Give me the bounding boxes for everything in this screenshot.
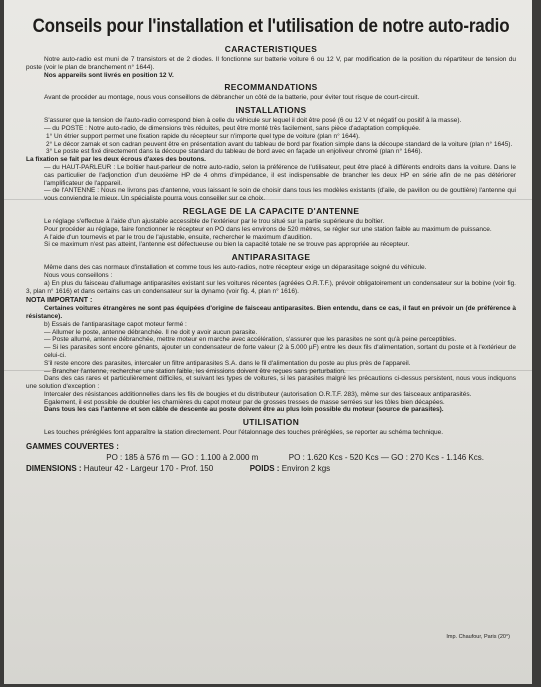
paper-fold-line xyxy=(4,370,532,371)
poids-value: Environ 2 kgs xyxy=(281,464,331,474)
caracteristiques-paragraph: Notre auto-radio est muni de 7 transistors et de 2 diodes. Il fonctionne sur batterie voiture 6 ou 12 V, par modification de la position du répartiteur de tension du poste (voir le plan de branchement n° 1644). xyxy=(26,56,516,71)
reglage-paragraph-4: Si ce maximum n'est pas atteint, l'antenne est défectueuse ou bien la capacité totale ne se trouve pas appropriée au récepteur. xyxy=(44,241,410,249)
gammes-values xyxy=(26,452,516,463)
caracteristiques-note: Nos appareils sont livrés en position 12 V. xyxy=(44,71,174,79)
utilisation-paragraph: Les touches préréglées font apparaître la station directement. Pour l'étalonnage des touches préréglées, se reporter au schéma technique. xyxy=(44,429,444,437)
instruction-sheet xyxy=(4,0,532,684)
heading-antiparasitage: ANTIPARASITAGE xyxy=(231,252,311,263)
installations-item-2: 2° Le décor zamak et son cadran peuvent être en présentation avant du tableau de bord par fixation simple dans la découpe standard de la voiture (plan n° 1645). xyxy=(46,140,513,148)
antiparasitage-paragraph-2: Nous vous conseillons : xyxy=(44,271,113,279)
antiparasitage-conclusion: Dans tous les cas l'antenne et son câble de descente au poste doivent être au plus loin possible du moteur (source de parasites). xyxy=(44,406,444,414)
gammes-kcs: PO : 1.620 Kcs - 520 Kcs — GO : 270 Kcs - 1.146 Kcs. xyxy=(288,453,484,463)
antiparasitage-test-3: — Si les parasites sont encore gênants, ajouter un condensateur de forte valeur (2 à 5.000 µF) entre les deux fils d'alimentation, sortant du poste et à l'extérieur de celui-ci. xyxy=(44,344,516,359)
installations-antenne: — de l'ANTENNE : Nous ne livrons pas d'antenne, vous laissant le soin de choisir dans tous les modèles existants (d'aile, de pavillon ou de gouttière) l'antenne qui vous conviendra le mieux. Un spécialiste pourra vous conseiller sur ce choix. xyxy=(44,187,516,203)
antiparasitage-item-a: a) En plus du faisceau d'allumage antiparasites existant sur les voitures récentes (agréées O.R.T.F.), prévoir obligatoirement un condensateur sur la bobine (voir fig. 3, plan n° 1616) et dans certains cas un condensateur sur la dynamo (voir fig. 4, plan n° 1616). xyxy=(26,279,516,295)
printer-imprint: Imp. Chaufour, Paris (20°) xyxy=(446,634,510,640)
antiparasitage-filtre: S'il reste encore des parasites, intercaler un filtre antiparasites S.A. dans le fil d'alimentation du poste au plus près de l'appareil. xyxy=(44,359,411,367)
heading-installations: INSTALLATIONS xyxy=(235,105,307,116)
installations-haut-parleur: — du HAUT-PARLEUR : Le boîtier haut-parleur de notre auto-radio, selon la préférence de l'utilisateur, peut être placé à différents endroits dans la voiture. Dans le cas particulier de l'adjonction d'un deuxième HP de 4 ohms d'impédance, il est indispensable de brancher les deux HP en série afin de ne pas détériorer l'amplificateur de l'appareil. xyxy=(44,163,516,187)
antiparasitage-cas-rares: Dans des cas rares et particulièrement difficiles, et suivant les types de voitures, si les parasites malgré les précautions ci-dessus persistent, nous vous indiquons une solution d'exception : xyxy=(26,375,516,391)
installations-poste: — du POSTE : Notre auto-radio, de dimensions très réduites, peut être monté très facilement, sans pièce d'adaptation compliquée. xyxy=(44,124,421,132)
heading-reglage: REGLAGE DE LA CAPACITE D'ANTENNE xyxy=(182,205,360,216)
installations-item-1: 1° Un étrier support permet une fixation rapide du récepteur sur n'importe quel type de voiture (plan n° 1644). xyxy=(46,132,360,140)
recommandations-paragraph: Avant de procéder au montage, nous vous conseillons de débrancher un côté de la batterie, pour éviter tout risque de court-circuit. xyxy=(44,94,420,102)
antiparasitage-charnieres: Egalement, il est possible de doubler les charnières du capot moteur par de grosses tresses de masse serrées sur les tôles bien décapées. xyxy=(44,398,445,406)
gammes-metres: PO : 185 à 576 m — GO : 1.100 à 2.000 m xyxy=(106,453,259,463)
dimensions-value: Hauteur 42 - Largeur 170 - Prof. 150 xyxy=(83,464,214,474)
dimensions-label: DIMENSIONS : xyxy=(26,464,82,474)
antiparasitage-item-b: b) Essais de l'antiparasitage capot moteur fermé : xyxy=(44,320,187,328)
specifications xyxy=(26,441,516,474)
heading-recommandations: RECOMMANDATIONS xyxy=(224,82,318,93)
reglage-paragraph-3: A l'aide d'un tournevis et par le trou de l'ajustable, ensuite, rechercher le maximum d'audition. xyxy=(44,233,313,241)
dimensions-line xyxy=(26,463,516,474)
antiparasitage-antenne: — Brancher l'antenne, rechercher une station faible, les émissions doivent être reçues sans perturbation. xyxy=(44,367,346,375)
reglage-paragraph-2: Pour procéder au réglage, faire fonctionner le récepteur en PO dans les environs de 520 mètres, se régler sur une station faible au maximum de puissance. xyxy=(44,225,492,233)
poids-label: POIDS : xyxy=(249,464,280,474)
page-title: Conseils pour l'installation et l'utilisation de notre auto-radio xyxy=(32,14,510,37)
nota-important-text: Certaines voitures étrangères ne sont pas équipées d'origine de faisceau antiparasites. Bien entendu, dans ce cas, il faut en prévoir un (de préférence à résistance). xyxy=(26,305,516,320)
antiparasitage-paragraph-1: Même dans des cas normaux d'installation et comme tous les auto-radios, notre récepteur exige un déparasitage soigné du véhicule. xyxy=(44,264,427,272)
antiparasitage-test-1: — Allumer le poste, antenne débranchée. Il ne doit y avoir aucun parasite. xyxy=(44,328,258,336)
installations-item-3: 3° Le poste est fixé directement dans la découpe standard du tableau de bord avec en façade un enjoliveur chromé (plan n° 1646). xyxy=(46,148,423,156)
installations-fixation: La fixation se fait par les deux écrous d'axes des boutons. xyxy=(26,156,206,164)
reglage-paragraph-1: Le réglage s'effectue à l'aide d'un ajustable accessible de l'extérieur par le trou situé sur la partie supérieure du boîtier. xyxy=(44,217,385,225)
nota-important-label: NOTA IMPORTANT : xyxy=(26,297,93,305)
antiparasitage-test-2: — Poste allumé, antenne débranchée, mettre moteur en marche avec accélération, s'assurer que les parasites ne sont qu'à peine perceptibles. xyxy=(44,336,457,344)
gammes-label: GAMMES COUVERTES : xyxy=(26,442,119,452)
paper-fold-line xyxy=(4,199,532,200)
antiparasitage-resistances: Intercaler des résistances additionnelles dans les fils de bougies et du distributeur (autorisation O.R.T.F. 283), même sur des faisceaux antiparasités. xyxy=(44,390,472,398)
installations-paragraph: S'assurer que la tension de l'auto-radio correspond bien à celle du véhicule sur lequel il doit être posé (6 ou 12 V et négatif ou positif à la masse). xyxy=(44,117,462,125)
heading-caracteristiques: CARACTERISTIQUES xyxy=(224,44,318,54)
heading-utilisation: UTILISATION xyxy=(242,417,300,428)
